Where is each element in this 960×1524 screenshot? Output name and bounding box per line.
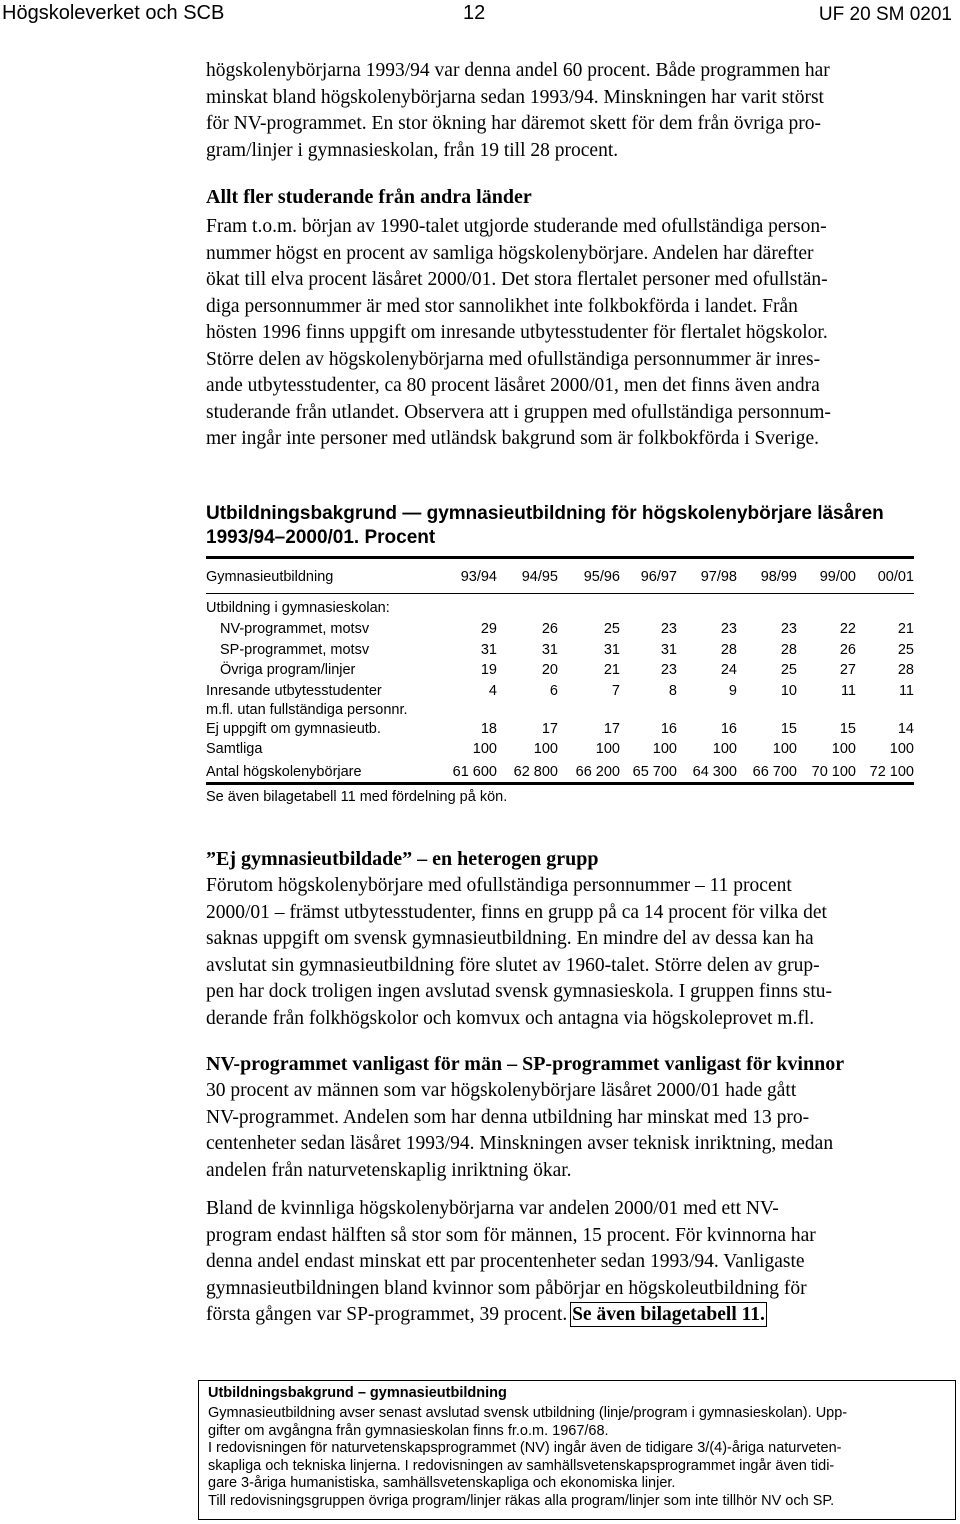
- text-line: mer ingår inte personer med utländsk bakgrund som är folkbokförda i Sverige.: [206, 428, 820, 449]
- definition-box-title: Utbildningsbakgrund – gymnasieutbildning: [208, 1385, 507, 1401]
- table-cell: 10: [780, 683, 797, 699]
- text-line: [206, 1302, 946, 1329]
- text-line: för NV-programmet. En stor ökning har däremot skett för dem från övriga pro-: [206, 113, 821, 134]
- text-line: avslutat sin gymnasieutbildning före slutet av 1960-talet. Större delen av grup-: [206, 954, 820, 976]
- table-cell: 7: [611, 683, 620, 699]
- definition-line: Gymnasieutbildning avser senast avslutad svensk utbildning (linje/program i gymnasieskolan). Upp-: [208, 1405, 848, 1421]
- table-column-header: 94/95: [521, 569, 558, 585]
- table-cell: 66 200: [575, 764, 620, 780]
- table-row-label: Övriga program/linjer: [220, 662, 356, 678]
- text-line: pen har dock troligen ingen avslutad svensk gymnasieskola. I gruppen finns stu-: [206, 981, 833, 1002]
- text-line: ande utbytesstudenter, ca 80 procent läsåret 2000/01, men det finns även andra: [206, 375, 820, 396]
- text-line: Bland de kvinnliga högskolenybörjarna var andelen 2000/01 med ett NV-: [206, 1198, 779, 1219]
- text-line: högskolenybörjarna 1993/94 var denna andel 60 procent. Både programmen har: [206, 60, 830, 81]
- table-row-label: Samtliga: [206, 741, 263, 757]
- table-header-rule: [206, 593, 914, 594]
- section-heading-nv-sp: NV-programmet vanligast för män – SP-programmet vanligast för kvinnor: [206, 1053, 845, 1075]
- no-secondary-paragraph: [206, 873, 946, 1032]
- nv-sp-paragraph-1: [206, 1078, 946, 1184]
- text-line: nummer högst en procent av samliga högskolenybörjare. Andelen har därefter: [206, 242, 814, 264]
- table-cell: 11: [898, 683, 914, 699]
- table-cell: 8: [668, 683, 677, 699]
- table-cell: 28: [720, 642, 737, 658]
- table-row-label: NV-programmet, motsv: [220, 621, 370, 637]
- text-line: NV-programmet. Andelen som har denna utbildning har minskat med 13 pro-: [206, 1106, 810, 1128]
- section-heading-no-secondary: ”Ej gymnasieutbildade” – en heterogen grupp: [206, 848, 599, 870]
- table-cell: 65 700: [632, 764, 677, 780]
- table-cell: 9: [728, 683, 737, 699]
- table-cell: 15: [780, 721, 797, 737]
- table-column-header: 99/00: [819, 569, 856, 585]
- report-id: UF 20 SM 0201: [818, 4, 952, 25]
- table-cell: 100: [889, 741, 914, 757]
- table-cell: 20: [541, 662, 558, 678]
- table-row-label: Inresande utbytesstudenter: [206, 683, 382, 699]
- table-column-header: 96/97: [640, 569, 677, 585]
- table-cell: 18: [480, 721, 497, 737]
- foreign-students-paragraph: [206, 214, 946, 453]
- table-cell: 100: [472, 741, 497, 757]
- table-cell: 16: [660, 721, 677, 737]
- table-row-label: Antal högskolenybörjare: [206, 764, 362, 780]
- definition-line: Till redovisningsgruppen övriga program/linjer räkas alla program/linjer som inte tillhör NV och SP.: [208, 1492, 835, 1509]
- table-cell: 31: [541, 642, 558, 658]
- table-cell: 62 800: [513, 764, 558, 780]
- table-top-rule: [206, 556, 914, 559]
- text-line: Fram t.o.m. början av 1990-talet utgjorde studerande med ofullständiga person-: [206, 216, 827, 237]
- text-line: minskat bland högskolenybörjarna sedan 1993/94. Minskningen har varit störst: [206, 86, 824, 108]
- table-cell: 15: [839, 721, 856, 737]
- section-heading-foreign-students: Allt fler studerande från andra länder: [206, 186, 532, 208]
- table-cell: 31: [480, 642, 497, 658]
- text-line-start: första gången var SP-programmet, 39 procent.: [206, 1304, 568, 1325]
- page-number: 12: [463, 2, 486, 24]
- table-cell: 28: [897, 662, 914, 678]
- table-column-header: 93/94: [460, 569, 497, 585]
- table-cell: 16: [720, 721, 737, 737]
- publisher-label: Högskoleverket och SCB: [2, 2, 225, 24]
- text-line: denna andel endast minskat ett par procentenheter sedan 1993/94. Vanligaste: [206, 1251, 805, 1272]
- text-line: 30 procent av männen som var högskolenybörjare läsåret 2000/01 hade gått: [206, 1080, 797, 1101]
- table-note: Se även bilagetabell 11 med fördelning på kön.: [206, 789, 508, 805]
- table-column-header: 00/01: [877, 569, 914, 585]
- intro-paragraph: [206, 58, 946, 164]
- table-cell: 24: [720, 662, 737, 678]
- table-cell: 29: [480, 621, 497, 637]
- table-cell: 14: [897, 721, 914, 737]
- text-line: Förutom högskolenybörjare med ofullständiga personnummer – 11 procent: [206, 875, 792, 896]
- table-cell: 6: [549, 683, 558, 699]
- table-cell: 100: [712, 741, 737, 757]
- table-cell: 27: [839, 662, 856, 678]
- table-cell: 23: [660, 662, 677, 678]
- text-line: centenheter sedan läsåret 1993/94. Minskningen avser teknisk inriktning, medan: [206, 1133, 834, 1154]
- table-cell: 21: [897, 621, 914, 637]
- table-cell: 100: [595, 741, 620, 757]
- table-cell: 25: [897, 642, 914, 658]
- table-row-label: m.fl. utan fullständiga personnr.: [206, 702, 408, 718]
- table-cell: 21: [603, 662, 620, 678]
- text-line: Större delen av högskolenybörjarna med ofullständiga personnummer är inres-: [206, 348, 821, 370]
- definition-line: I redovisningen för naturvetenskapsprogrammet (NV) ingår även de tidigare 3/(4)-åriga naturveten-: [208, 1440, 842, 1456]
- table-cell: 61 600: [452, 764, 497, 780]
- definition-line: gare 3-åriga humanistiska, samhällsvetenskapliga och ekonomiska linjer.: [208, 1475, 676, 1491]
- text-line: gymnasieutbildningen bland kvinnor som påbörjar en högskoleutbildning för: [206, 1277, 807, 1299]
- definition-line: gifter om avgångna från gymnasieskolan finns fr.o.m. 1967/68.: [208, 1422, 609, 1439]
- table-cell: 31: [603, 642, 620, 658]
- table-cell: 100: [533, 741, 558, 757]
- table-title: [206, 502, 884, 550]
- table-cell: 11: [840, 683, 856, 699]
- table-column-header: 98/99: [760, 569, 797, 585]
- text-line: ökat till elva procent läsåret 2000/01. Det stora flertalet personer med ofullstän-: [206, 269, 828, 290]
- table-cell: 4: [488, 683, 497, 699]
- table-cell: 70 100: [811, 764, 856, 780]
- table-cell: 100: [772, 741, 797, 757]
- table-cell: 22: [839, 621, 856, 637]
- text-line: derande från folkhögskolor och komvux och antagna via högskoleprovet m.fl.: [206, 1007, 815, 1029]
- table-row-label: SP-programmet, motsv: [220, 642, 370, 658]
- table-cell: 66 700: [752, 764, 797, 780]
- table-cell: 23: [780, 621, 797, 637]
- running-header: [0, 0, 960, 30]
- text-line: 2000/01 – främst utbytesstudenter, finns en grupp på ca 14 procent för vilka det: [206, 901, 827, 923]
- appendix-reference-link[interactable]: Se även bilagetabell 11.: [572, 1304, 765, 1325]
- table-cell: 26: [541, 621, 558, 637]
- table-cell: 100: [652, 741, 677, 757]
- table-cell: 19: [480, 662, 497, 678]
- table-cell: 17: [541, 721, 558, 737]
- table-cell: 100: [831, 741, 856, 757]
- table-title-line: 1993/94–2000/01. Procent: [206, 527, 436, 548]
- table-row-label: Ej uppgift om gymnasieutb.: [206, 721, 381, 737]
- table-cell: 26: [839, 642, 856, 658]
- text-line: hösten 1996 finns uppgift om inresande utbytesstudenter för flertalet högskolor.: [206, 322, 828, 343]
- table-cell: 25: [603, 621, 620, 637]
- nv-sp-paragraph-2: [206, 1196, 946, 1329]
- table-column-header: 97/98: [700, 569, 737, 585]
- text-line: studerande från utlandet. Observera att i gruppen med ofullständiga personnum-: [206, 401, 831, 423]
- text-line: gram/linjer i gymnasieskolan, från 19 till 28 procent.: [206, 139, 619, 161]
- table-cell: 17: [603, 721, 620, 737]
- table-cell: 64 300: [692, 764, 737, 780]
- table-cell: 25: [780, 662, 797, 678]
- table-title-line: Utbildningsbakgrund — gymnasieutbildning för högskolenybörjare läsåren: [206, 503, 884, 524]
- text-line: andelen från naturvetenskaplig inriktning ökar.: [206, 1159, 572, 1181]
- table-cell: 31: [660, 642, 677, 658]
- definition-box: [198, 1380, 956, 1520]
- table-cell: 72 100: [869, 764, 914, 780]
- table-cell: 23: [720, 621, 737, 637]
- table-stub-header: Gymnasieutbildning: [206, 569, 334, 585]
- text-line: program endast hälften så stor som för männen, 15 procent. För kvinnorna har: [206, 1224, 816, 1246]
- text-line: saknas uppgift om svensk gymnasieutbildning. En mindre del av dessa kan ha: [206, 928, 814, 949]
- definition-line: skapliga och tekniska linjerna. I redovisningen av samhällsvetenskapsprogrammet ingår även tidi-: [208, 1457, 835, 1474]
- table-cell: 28: [780, 642, 797, 658]
- table-cell: 23: [660, 621, 677, 637]
- table-column-header: 95/96: [583, 569, 620, 585]
- table-bottom-rule: [206, 782, 914, 785]
- text-line: diga personnummer är med stor sannolikhet inte folkbokförda i landet. Från: [206, 295, 798, 317]
- table-row-label: Utbildning i gymnasieskolan:: [206, 600, 390, 616]
